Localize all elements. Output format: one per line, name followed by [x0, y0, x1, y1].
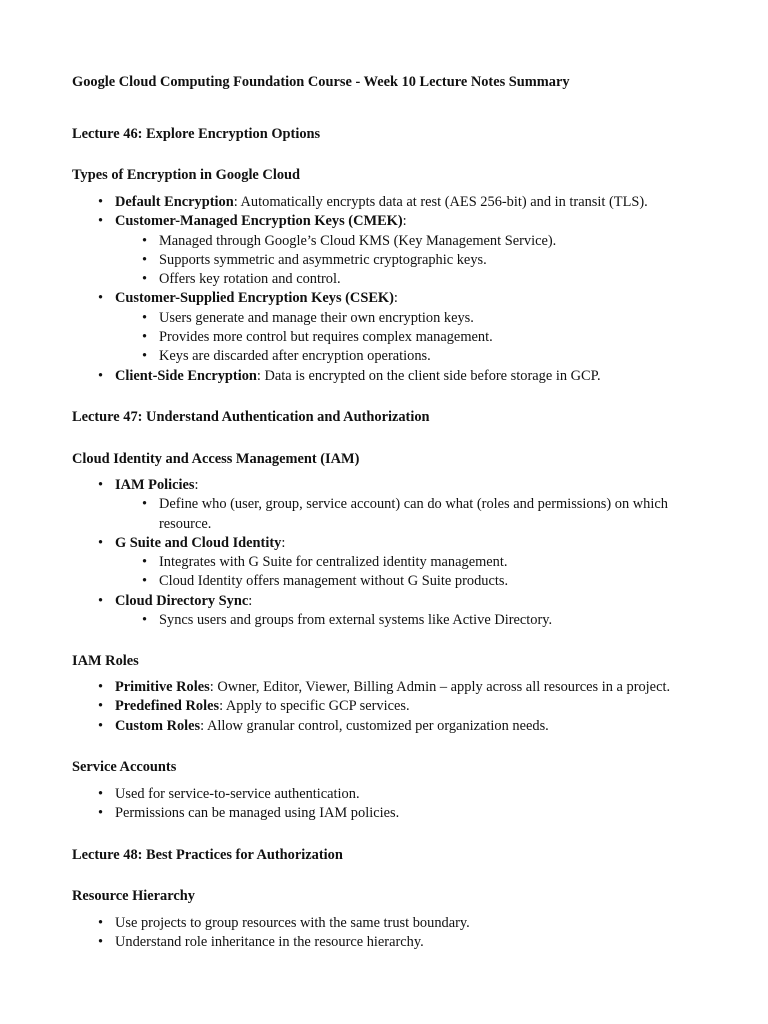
item-text: : [194, 477, 199, 493]
iam-roles-list [98, 678, 718, 736]
item-term: Customer-Supplied Encryption Keys (CSEK) [115, 290, 394, 307]
sub-list-item: • Provides more control but requires complex management. [142, 328, 718, 347]
sub-list [115, 495, 718, 534]
list-item [98, 592, 718, 631]
iam-list [98, 476, 718, 630]
item-text: : [402, 213, 407, 230]
sub-list-item: • Define who (user, group, service account) can do what (roles and permissions) on which resource. [142, 495, 718, 534]
resource-hierarchy-list [98, 914, 718, 953]
resource-hierarchy-heading: Resource Hierarchy [72, 888, 195, 904]
item-term: Customer-Managed Encryption Keys (CMEK) [115, 213, 403, 230]
item-term: Predefined Roles [115, 698, 220, 715]
service-accounts-heading: Service Accounts [72, 759, 177, 775]
sub-list [115, 553, 718, 592]
sub-list [115, 232, 718, 290]
sub-list-item: • Offers key rotation and control. [142, 270, 718, 289]
sub-list [115, 309, 718, 367]
iam-heading: Cloud Identity and Access Management (IAM) [72, 451, 360, 467]
item-text: : Automatically encrypts data at rest (AES 256-bit) and in transit (TLS). [233, 194, 648, 210]
item-term: G Suite and Cloud Identity [115, 534, 282, 551]
sub-list-item: • Cloud Identity offers management without G Suite products. [142, 572, 718, 591]
sub-list [115, 611, 718, 630]
sub-list-item: • Users generate and manage their own encryption keys. [142, 309, 718, 328]
list-item: • Permissions can be managed using IAM policies. [98, 804, 718, 823]
sub-list-item: • Supports symmetric and asymmetric cryptographic keys. [142, 251, 718, 270]
list-item: • Understand role inheritance in the resource hierarchy. [98, 933, 718, 952]
document-title: Google Cloud Computing Foundation Course - Week 10 Lecture Notes Summary [72, 74, 570, 90]
list-item: • Used for service-to-service authentication. [98, 785, 718, 804]
sub-list-item: • Keys are discarded after encryption operations. [142, 347, 718, 366]
item-text: : [281, 534, 286, 551]
item-text: : [248, 592, 253, 609]
list-item [98, 534, 718, 592]
lecture-46-heading: Lecture 46: Explore Encryption Options [72, 126, 321, 142]
item-term: Cloud Directory Sync [115, 592, 249, 609]
item-text: : Apply to specific GCP services. [219, 698, 410, 715]
service-accounts-list [98, 785, 718, 824]
list-item [98, 678, 718, 697]
item-term: IAM Policies [115, 477, 195, 493]
list-item [98, 697, 718, 716]
encryption-types-list [98, 193, 718, 386]
item-term: Default Encryption [115, 194, 234, 210]
encryption-types-heading: Types of Encryption in Google Cloud [72, 167, 301, 183]
list-item: • Use projects to group resources with the same trust boundary. [98, 914, 718, 933]
item-term: Custom Roles [115, 717, 201, 734]
item-text: : [393, 290, 398, 307]
list-item [98, 289, 718, 366]
item-text: : Allow granular control, customized per organization needs. [200, 717, 549, 734]
list-item [98, 717, 718, 736]
item-text: : Owner, Editor, Viewer, Billing Admin – apply across all resources in a project. [209, 679, 671, 695]
iam-roles-heading: IAM Roles [72, 653, 139, 669]
sub-list-item: • Syncs users and groups from external systems like Active Directory. [142, 611, 718, 630]
list-item [98, 476, 718, 534]
sub-list-item: • Integrates with G Suite for centralized identity management. [142, 553, 718, 572]
item-text: : Data is encrypted on the client side before storage in GCP. [256, 367, 601, 384]
item-term: Client-Side Encryption [115, 367, 257, 384]
list-item [98, 193, 718, 212]
list-item [98, 367, 718, 386]
item-term: Primitive Roles [115, 679, 210, 695]
lecture-48-heading: Lecture 48: Best Practices for Authorization [72, 847, 343, 863]
sub-list-item: • Managed through Google’s Cloud KMS (Key Management Service). [142, 232, 718, 251]
lecture-47-heading: Lecture 47: Understand Authentication and Authorization [72, 409, 430, 425]
list-item [98, 212, 718, 289]
